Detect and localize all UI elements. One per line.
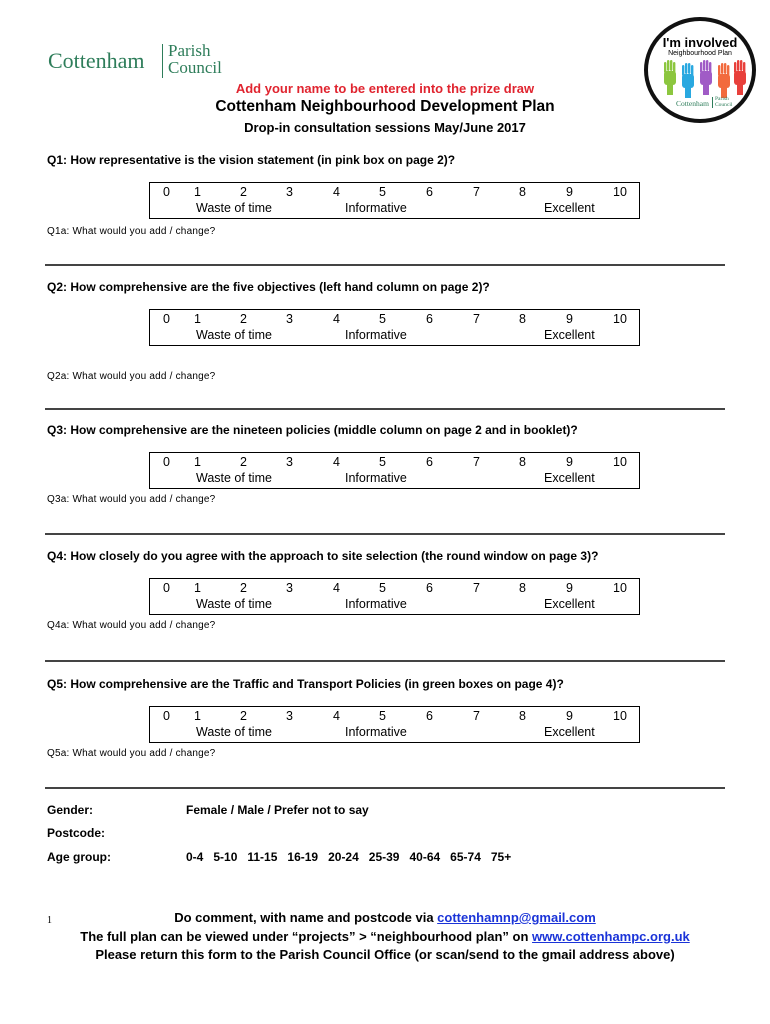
logo-divider [162, 44, 163, 78]
scale-label-high: Excellent [544, 725, 595, 739]
scale-option-4[interactable]: 4 [333, 185, 340, 199]
scale-option-9[interactable]: 9 [566, 185, 573, 199]
scale-option-10[interactable]: 10 [613, 709, 627, 723]
logo-parish-line2: Council [168, 58, 222, 77]
scale-option-10[interactable]: 10 [613, 455, 627, 469]
question-3: Q3: How comprehensive are the nineteen policies (middle column on page 2 and in booklet)? [47, 423, 578, 437]
footer-plan-line [0, 929, 770, 944]
followup-question-5[interactable]: Q5a: What would you add / change? [47, 748, 216, 759]
scale-option-4[interactable]: 4 [333, 709, 340, 723]
scale-label-high: Excellent [544, 201, 595, 215]
scale-label-low: Waste of time [196, 328, 272, 342]
age-group-label: Age group: [47, 850, 111, 864]
followup-question-3[interactable]: Q3a: What would you add / change? [47, 494, 216, 505]
footer-comment-line [0, 910, 770, 925]
scale-label-mid: Informative [345, 725, 407, 739]
scale-option-10[interactable]: 10 [613, 581, 627, 595]
scale-option-0[interactable]: 0 [163, 581, 170, 595]
scale-option-7[interactable]: 7 [473, 185, 480, 199]
rating-scale-4[interactable] [149, 578, 640, 615]
scale-option-10[interactable]: 10 [613, 312, 627, 326]
question-1: Q1: How representative is the vision statement (in pink box on page 2)? [47, 153, 456, 167]
scale-option-0[interactable]: 0 [163, 312, 170, 326]
footer-plan-text: The full plan can be viewed under “projects” > “neighbourhood plan” on [80, 929, 533, 944]
scale-option-5[interactable]: 5 [379, 312, 386, 326]
gender-options[interactable]: Female / Male / Prefer not to say [186, 803, 369, 817]
badge-subtitle: Neighbourhood Plan [668, 50, 732, 57]
scale-option-5[interactable]: 5 [379, 455, 386, 469]
scale-label-low: Waste of time [196, 597, 272, 611]
followup-question-2[interactable]: Q2a: What would you add / change? [47, 371, 216, 382]
scale-option-8[interactable]: 8 [519, 185, 526, 199]
page-title: Cottenham Neighbourhood Development Plan [215, 98, 555, 115]
section-divider-2 [45, 408, 725, 410]
scale-option-5[interactable]: 5 [379, 581, 386, 595]
prize-draw-notice: Add your name to be entered into the prize draw [235, 81, 535, 96]
scale-option-3[interactable]: 3 [286, 185, 293, 199]
scale-label-mid: Informative [345, 201, 407, 215]
scale-option-6[interactable]: 6 [426, 185, 433, 199]
scale-option-9[interactable]: 9 [566, 455, 573, 469]
footer-comment-text: Do comment, with name and postcode via [174, 910, 438, 925]
scale-option-3[interactable]: 3 [286, 455, 293, 469]
scale-option-7[interactable]: 7 [473, 312, 480, 326]
scale-option-8[interactable]: 8 [519, 455, 526, 469]
rating-scale-5[interactable] [149, 706, 640, 743]
gender-label: Gender: [47, 803, 94, 817]
scale-option-3[interactable]: 3 [286, 312, 293, 326]
scale-option-0[interactable]: 0 [163, 709, 170, 723]
scale-option-4[interactable]: 4 [333, 312, 340, 326]
scale-option-0[interactable]: 0 [163, 185, 170, 199]
footer-return-line: Please return this form to the Parish Council Office (or scan/send to the gmail address above) [95, 947, 675, 962]
scale-option-1[interactable]: 1 [194, 312, 201, 326]
scale-option-1[interactable]: 1 [194, 455, 201, 469]
scale-option-5[interactable]: 5 [379, 185, 386, 199]
scale-option-6[interactable]: 6 [426, 455, 433, 469]
scale-option-8[interactable]: 8 [519, 312, 526, 326]
scale-option-7[interactable]: 7 [473, 709, 480, 723]
postcode-label: Postcode: [47, 826, 106, 840]
scale-label-mid: Informative [345, 328, 407, 342]
scale-option-2[interactable]: 2 [240, 709, 247, 723]
scale-option-5[interactable]: 5 [379, 709, 386, 723]
scale-option-7[interactable]: 7 [473, 455, 480, 469]
question-4: Q4: How closely do you agree with the approach to site selection (the round window on page 3)? [47, 549, 599, 563]
age-group-options[interactable]: 0-4 5-10 11-15 16-19 20-24 25-39 40-64 65-74 75+ [186, 850, 512, 864]
scale-option-2[interactable]: 2 [240, 581, 247, 595]
page-subtitle: Drop-in consultation sessions May/June 2017 [244, 120, 526, 135]
badge-parish-line1: Parish [715, 96, 729, 102]
scale-label-low: Waste of time [196, 725, 272, 739]
page-number: 1 [47, 915, 52, 926]
scale-option-6[interactable]: 6 [426, 709, 433, 723]
badge-title: I'm involved [662, 35, 738, 50]
scale-option-8[interactable]: 8 [519, 581, 526, 595]
scale-option-8[interactable]: 8 [519, 709, 526, 723]
badge-town: Cottenham [676, 99, 709, 108]
section-divider-5 [45, 787, 725, 789]
scale-option-9[interactable]: 9 [566, 312, 573, 326]
section-divider-3 [45, 533, 725, 535]
followup-question-1[interactable]: Q1a: What would you add / change? [47, 226, 216, 237]
followup-question-4[interactable]: Q4a: What would you add / change? [47, 620, 216, 631]
scale-option-6[interactable]: 6 [426, 312, 433, 326]
rating-scale-1[interactable] [149, 182, 640, 219]
scale-option-4[interactable]: 4 [333, 455, 340, 469]
scale-option-0[interactable]: 0 [163, 455, 170, 469]
scale-label-low: Waste of time [196, 201, 272, 215]
rating-scale-3[interactable] [149, 452, 640, 489]
scale-option-3[interactable]: 3 [286, 709, 293, 723]
scale-option-3[interactable]: 3 [286, 581, 293, 595]
scale-option-9[interactable]: 9 [566, 581, 573, 595]
section-divider-1 [45, 264, 725, 266]
scale-option-6[interactable]: 6 [426, 581, 433, 595]
scale-label-high: Excellent [544, 328, 595, 342]
scale-label-low: Waste of time [196, 471, 272, 485]
website-link[interactable]: www.cottenhampc.org.uk [532, 929, 690, 944]
rating-scale-2[interactable] [149, 309, 640, 346]
scale-label-mid: Informative [345, 597, 407, 611]
question-5: Q5: How comprehensive are the Traffic and Transport Policies (in green boxes on page 4)? [47, 677, 564, 691]
logo-parish-line1: Parish [168, 41, 211, 60]
question-2: Q2: How comprehensive are the five objectives (left hand column on page 2)? [47, 280, 490, 294]
parish-logo-name: Cottenham [48, 48, 145, 73]
scale-option-1[interactable]: 1 [194, 185, 201, 199]
scale-label-mid: Informative [345, 471, 407, 485]
scale-option-10[interactable]: 10 [613, 185, 627, 199]
scale-label-high: Excellent [544, 597, 595, 611]
scale-option-1[interactable]: 1 [194, 581, 201, 595]
email-link[interactable]: cottenhamnp@gmail.com [437, 910, 596, 925]
scale-option-2[interactable]: 2 [240, 312, 247, 326]
scale-option-2[interactable]: 2 [240, 455, 247, 469]
scale-option-2[interactable]: 2 [240, 185, 247, 199]
parish-logo-subtitle [168, 42, 222, 76]
section-divider-4 [45, 660, 725, 662]
scale-option-7[interactable]: 7 [473, 581, 480, 595]
scale-option-1[interactable]: 1 [194, 709, 201, 723]
scale-option-9[interactable]: 9 [566, 709, 573, 723]
scale-label-high: Excellent [544, 471, 595, 485]
scale-option-4[interactable]: 4 [333, 581, 340, 595]
badge-parish-line2: Council [715, 101, 733, 108]
